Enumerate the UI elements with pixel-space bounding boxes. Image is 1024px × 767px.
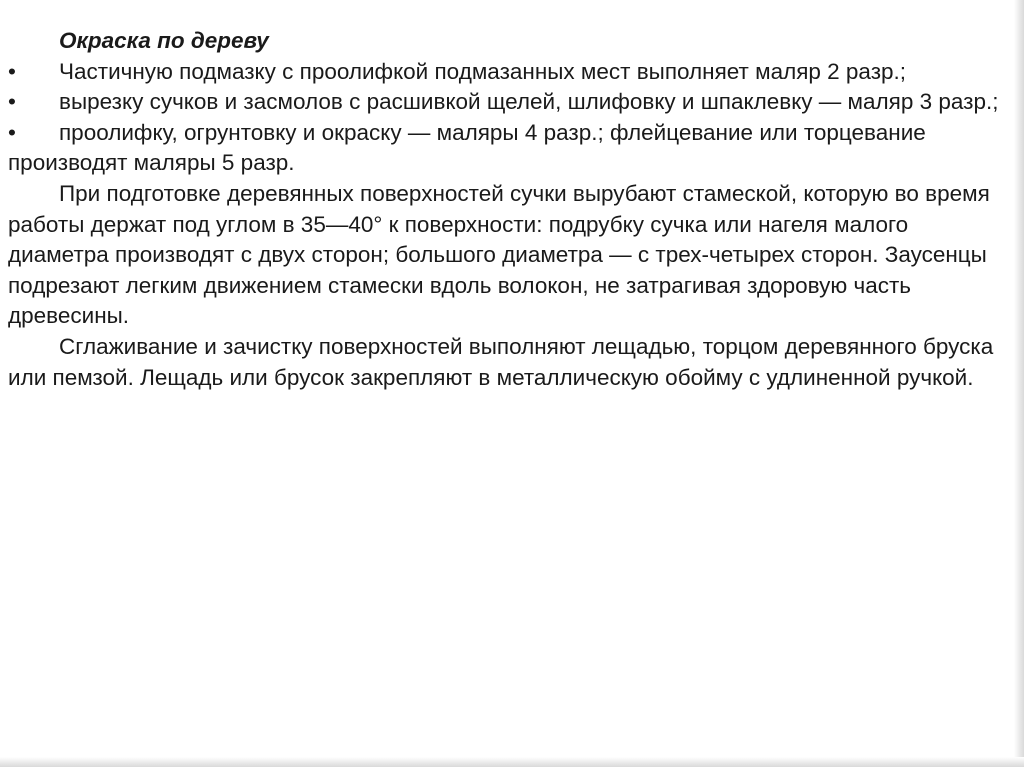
bullet-marker: •	[8, 119, 16, 145]
slide-frame-right-edge	[1014, 0, 1024, 767]
bullet-marker: •	[8, 89, 16, 115]
slide-title: Окраска по дереву	[59, 28, 269, 53]
bullet-item	[8, 87, 1008, 118]
bullet-text: Частичную подмазку с проолифкой подмазанных мест выполняет маляр 2 разр.;	[59, 58, 907, 84]
bullet-text: вырезку сучков и засмолов с расшивкой щелей, шлифовку и шпаклевку — маляр 3 разр.;	[59, 89, 999, 115]
body-paragraph: При подготовке деревянных поверхностей сучки вырубают стамеской, которую во время работы держат под углом в 35—40° к поверхности: подрубку сучка или нагеля малого диаметра производят с двух сторон; большого диаметра — с трех-четырех сторон. Заусенцы подрезают легким движением стамески вдоль волокон, не затрагивая здоровую часть древесины.	[8, 180, 990, 329]
body-paragraph: Сглаживание и зачистку поверхностей выполняют лещадью, торцом деревянного бруска или пемзой. Лещадь или брусок закрепляют в металлическую обойму с удлиненной ручкой.	[8, 333, 994, 390]
slide-frame-bottom-edge	[0, 757, 1024, 767]
bullet-text: проолифку, огрунтовку и окраску — маляры 4 разр.; флейцевание или торцевание производят маляры 5 разр.	[8, 119, 926, 176]
slide-content	[8, 26, 1008, 393]
bullet-item	[8, 57, 1008, 88]
bullet-marker: •	[8, 58, 16, 84]
bullet-item	[8, 118, 1008, 179]
